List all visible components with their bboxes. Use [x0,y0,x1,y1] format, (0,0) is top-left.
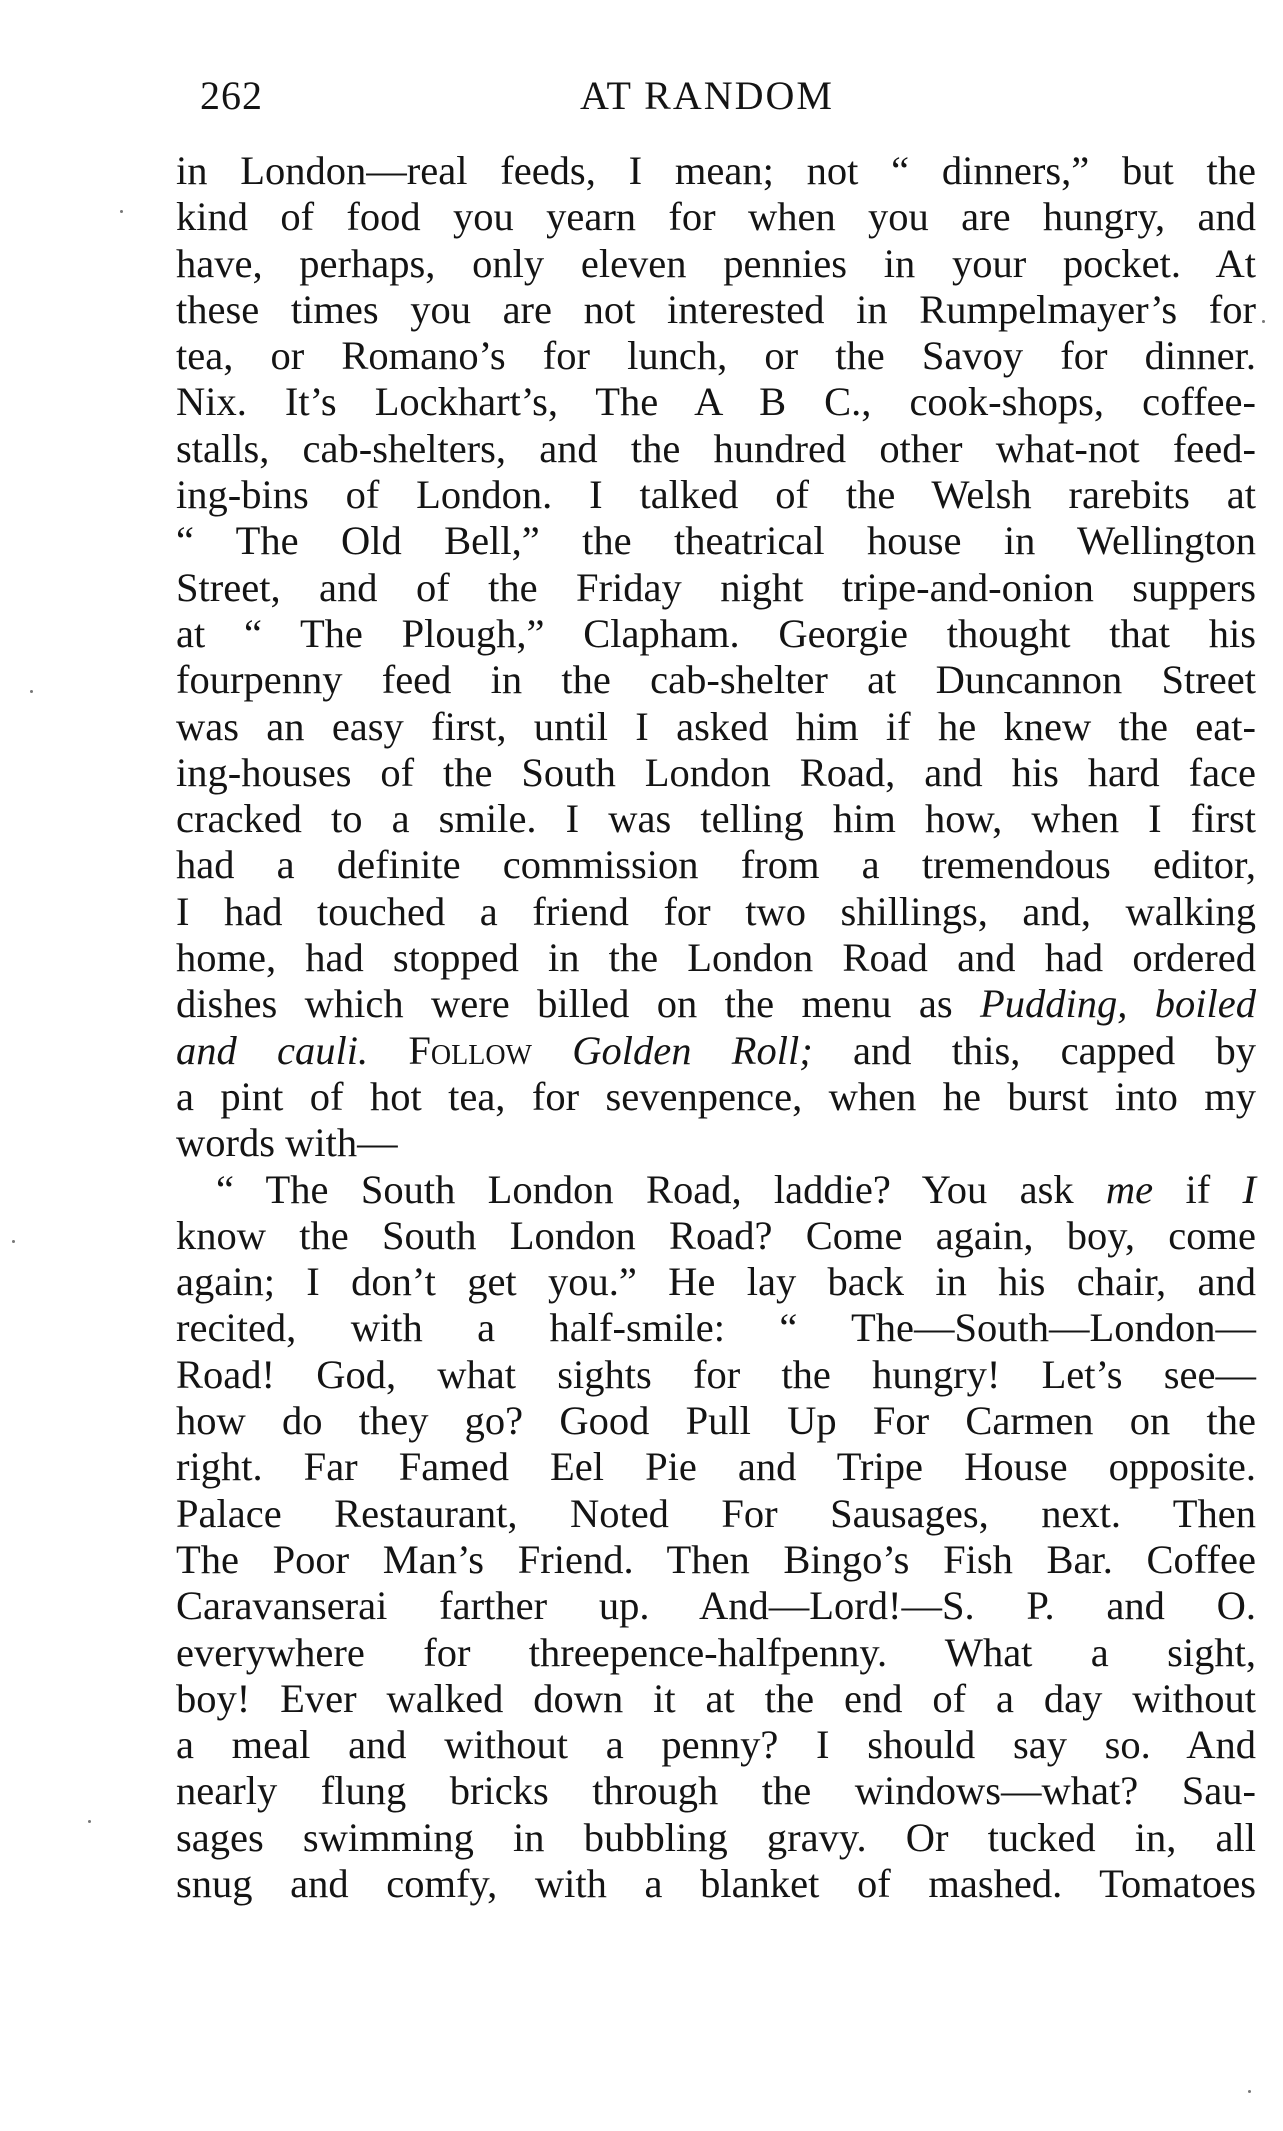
text-line: these times you are not interested in Rumpelmayer’s for [176,286,1256,332]
text-line: cracked to a smile. I was telling him how, when I first [176,796,1256,842]
italic-text: and cauli. [176,1027,369,1073]
text-line: Nix. It’s Lockhart’s, The A B C., cook-shops, coffee- [176,379,1256,425]
paper-speck [12,1240,15,1243]
text-line: ing-bins of London. I talked of the Welsh rarebits at [176,472,1256,518]
text-line: know the South London Road? Come again, boy, come [176,1212,1256,1258]
paper-speck [1262,320,1265,323]
text-segment: if [1185,1166,1211,1212]
italic-text: Pudding, boiled [980,981,1257,1027]
text-line: snug and comfy, with a blanket of mashed. Tomatoes [176,1860,1256,1906]
text-line: in London—real feeds, I mean; not “ dinners,” but the [176,148,1256,193]
text-line: nearly flung bricks through the windows—what? Sau- [176,1768,1256,1814]
text-line: kind of food you yearn for when you are hungry, and [176,194,1256,240]
text-line: at “ The Plough,” Clapham. Georgie thought that his [176,610,1256,656]
text-segment: “ The South London Road, laddie? You ask [216,1166,1074,1212]
paper-speck [30,690,33,693]
text-line: a pint of hot tea, for sevenpence, when he burst into my [176,1073,1256,1119]
text-line [176,981,1256,1027]
paper-speck [120,210,123,213]
page-body [176,148,1256,1907]
text-line: how do they go? Good Pull Up For Carmen on the [176,1398,1256,1444]
running-head: AT RANDOM [580,73,834,118]
text-line: I had touched a friend for two shillings, and, walking [176,888,1256,934]
paper-speck [88,1820,91,1823]
paper-speck [1248,2090,1251,2093]
text-line: everywhere for threepence-halfpenny. What a sight, [176,1629,1256,1675]
text-line: Road! God, what sights for the hungry! Let’s see— [176,1351,1256,1397]
text-line: fourpenny feed in the cab-shelter at Duncannon Street [176,657,1256,703]
page-number: 262 [200,73,263,118]
italic-text: Golden Roll; [572,1027,813,1073]
text-line: recited, with a half-smile: “ The—South—London— [176,1305,1256,1351]
text-line: Palace Restaurant, Noted For Sausages, next. Then [176,1490,1256,1536]
text-line: right. Far Famed Eel Pie and Tripe House opposite. [176,1444,1256,1490]
text-segment: and this, capped by [852,1027,1257,1073]
text-line: stalls, cab-shelters, and the hundred other what-not feed- [176,425,1256,471]
text-line: home, had stopped in the London Road and had ordered [176,935,1256,981]
text-line: was an easy first, until I asked him if he knew the eat- [176,703,1256,749]
text-line: had a definite commission from a tremendous editor, [176,842,1256,888]
text-line: sages swimming in bubbling gravy. Or tucked in, all [176,1814,1256,1860]
paragraph-2 [176,1167,1256,1908]
text-line: “ The Old Bell,” the theatrical house in Wellington [176,518,1256,564]
text-segment: dishes which were billed on the menu as [176,981,953,1027]
text-line: The Poor Man’s Friend. Then Bingo’s Fish Bar. Coffee [176,1536,1256,1582]
italic-text: I [1242,1166,1257,1212]
text-line: again; I don’t get you.” He lay back in his chair, and [176,1259,1256,1305]
paragraph-1 [176,148,1256,1167]
text-line: a meal and without a penny? I should say so. And [176,1722,1256,1768]
text-line [176,1028,1256,1074]
text-line: have, perhaps, only eleven pennies in your pocket. At [176,240,1256,286]
text-line: Caravanserai farther up. And—Lord!—S. P. and O. [176,1583,1256,1629]
small-caps-text: Follow [408,1027,532,1073]
text-line: boy! Ever walked down it at the end of a day without [176,1675,1256,1721]
text-line: tea, or Romano’s for lunch, or the Savoy for dinner. [176,333,1256,379]
text-line [176,1167,1256,1213]
page-header [200,72,1260,132]
italic-text: me [1105,1166,1154,1212]
text-line: Street, and of the Friday night tripe-and-onion suppers [176,564,1256,610]
text-line: ing-houses of the South London Road, and his hard face [176,749,1256,795]
text-line: words with— [176,1120,398,1166]
